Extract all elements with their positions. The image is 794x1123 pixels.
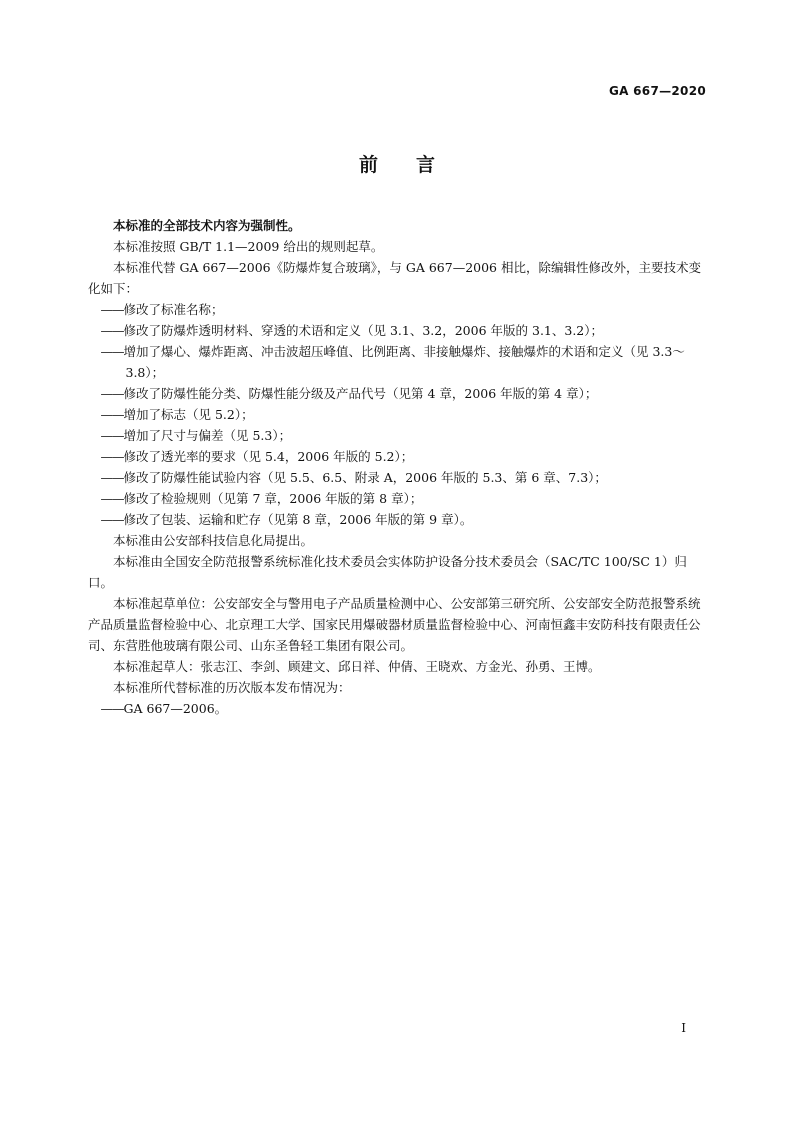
list-item: ——增加了尺寸与偏差（见 5.3）；: [100, 428, 292, 443]
list-item: ——增加了标志（见 5.2）；: [100, 407, 254, 422]
list-item: ——增加了爆心、爆炸距离、冲击波超压峰值、比例距离、非接触爆炸、接触爆炸的术语和定义（见 3.3～3.8）；: [100, 344, 685, 380]
changes-list: [88, 299, 706, 530]
dash-marker: ——: [100, 344, 124, 359]
drafters: 本标准起草人：张志江、李剑、顾建文、邱日祥、仲倩、王晓欢、方金光、孙勇、王博。: [113, 659, 601, 674]
page-title: 前言: [358, 154, 473, 176]
list-item: ——修改了防爆性能分类、防爆性能分级及产品代号（见第 4 章，2006 年版的第 4 章）；: [100, 386, 598, 401]
dash-marker: ——: [100, 470, 124, 485]
list-item: ——修改了检验规则（见第 7 章，2006 年版的第 8 章）；: [100, 491, 423, 506]
list-item: ——修改了防爆炸透明材料、穿透的术语和定义（见 3.1、3.2，2006 年版的 3.1、3.2）；: [100, 323, 603, 338]
dash-marker: ——: [100, 428, 124, 443]
standard-number: GA 667—2020: [608, 84, 706, 98]
list-item: ——修改了标准名称；: [100, 302, 224, 317]
history-intro: 本标准所代替标准的历次版本发布情况为：: [113, 680, 351, 695]
drafting-units: 本标准起草单位：公安部安全与警用电子产品质量检测中心、公安部第三研究所、公安部安全防范报警系统产品质量监督检验中心、北京理工大学、国家民用爆破器材质量监督检验中心、河南恒鑫丰安防科技有限责任公司、东营胜他玻璃有限公司、山东圣鲁轻工集团有限公司。: [88, 596, 701, 653]
dash-marker: ——: [100, 407, 124, 422]
replacement-statement: 本标准代替 GA 667—2006《防爆炸复合玻璃》，与 GA 667—2006 相比，除编辑性修改外，主要技术变化如下：: [88, 260, 701, 296]
dash-marker: ——: [100, 302, 124, 317]
dash-marker: ——: [100, 386, 124, 401]
dash-marker: ——: [100, 449, 124, 464]
drafting-rules-statement: 本标准按照 GB/T 1.1—2009 给出的规则起草。: [113, 239, 384, 254]
foreword-body: [88, 215, 706, 719]
list-item: ——修改了包装、运输和贮存（见第 8 章，2006 年版的第 9 章）。: [100, 512, 473, 527]
list-item: ——修改了透光率的要求（见 5.4，2006 年版的 5.2）；: [100, 449, 414, 464]
managed-by: 本标准由全国安全防范报警系统标准化技术委员会实体防护设备分技术委员会（SAC/TC 100/SC 1）归口。: [88, 554, 687, 590]
dash-marker: ——: [100, 323, 124, 338]
proposed-by: 本标准由公安部科技信息化局提出。: [113, 533, 314, 548]
dash-marker: ——: [100, 491, 124, 506]
history-item: ——GA 667—2006。: [100, 701, 228, 716]
list-item: ——修改了防爆性能试验内容（见 5.5、6.5、附录 A，2006 年版的 5.3、第 6 章、7.3）；: [100, 470, 607, 485]
page-number: I: [681, 1021, 686, 1035]
dash-marker: ——: [100, 701, 124, 716]
mandatory-statement: 本标准的全部技术内容为强制性。: [113, 218, 301, 233]
dash-marker: ——: [100, 512, 124, 527]
